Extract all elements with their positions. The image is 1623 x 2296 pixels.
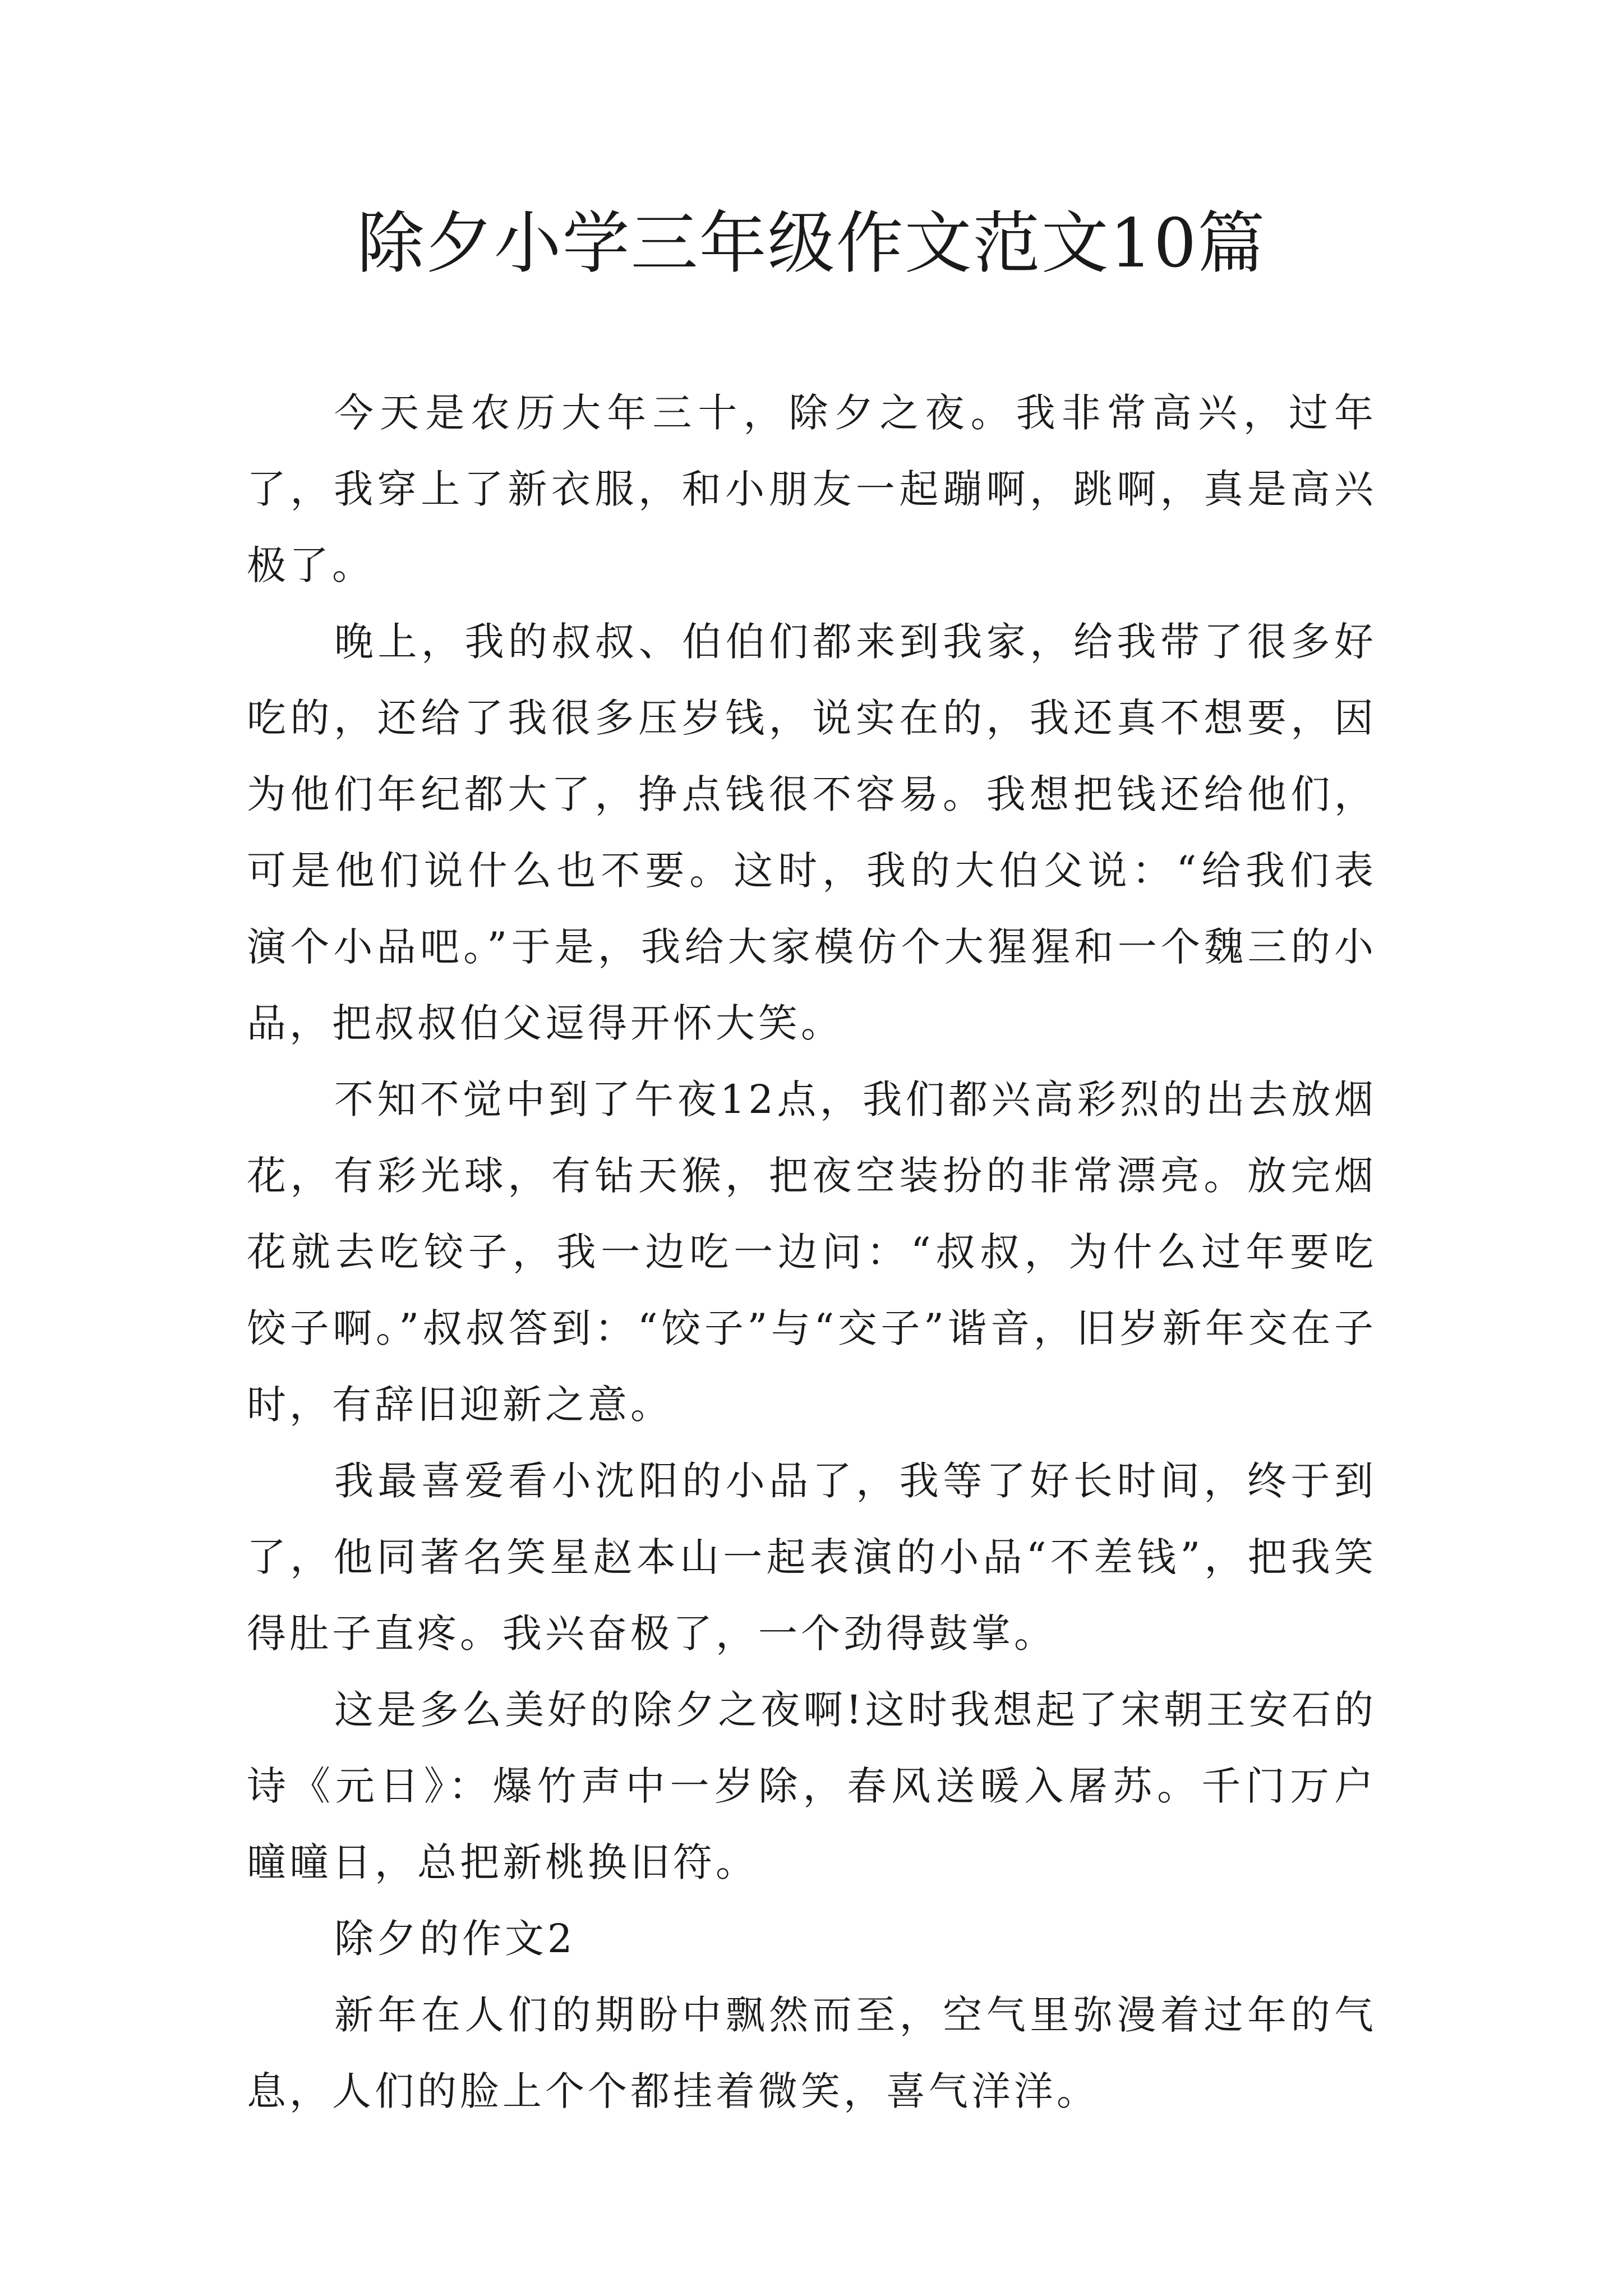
section-heading: 除夕的作文2	[334, 1916, 576, 1962]
essay-body	[247, 375, 1377, 2129]
paragraph: 晚上，我的叔叔、伯伯们都来到我家，给我带了很多好吃的，还给了我很多压岁钱，说实在的，我还真不想要，因为他们年纪都大了，挣点钱很不容易。我想把钱还给他们，可是他们说什么也不要。这时，我的大伯父说：“给我们表演个小品吧。”于是，我给大家模仿个大猩猩和一个魏三的小品，把叔叔伯父逗得开怀大笑。	[247, 619, 1377, 1046]
paragraph: 今天是农历大年三十，除夕之夜。我非常高兴，过年了，我穿上了新衣服，和小朋友一起蹦啊，跳啊，真是高兴极了。	[247, 390, 1377, 588]
page-title: 除夕小学三年级作文范文10篇	[357, 205, 1266, 283]
paragraph: 我最喜爱看小沈阳的小品了，我等了好长时间，终于到了，他同著名笑星赵本山一起表演的小品“不差钱”，把我笑得肚子直疼。我兴奋极了，一个劲得鼓掌。	[247, 1458, 1377, 1657]
paragraph: 不知不觉中到了午夜12点，我们都兴高彩烈的出去放烟花，有彩光球，有钻天猴，把夜空装扮的非常漂亮。放完烟花就去吃铰子，我一边吃一边问：“叔叔，为什么过年要吃饺子啊。”叔叔答到：“饺子”与“交子”谐音，旧岁新年交在子时，有辞旧迎新之意。	[247, 1076, 1377, 1428]
paragraph: 新年在人们的期盼中飘然而至，空气里弥漫着过年的气息，人们的脸上个个都挂着微笑，喜气洋洋。	[247, 1992, 1377, 2114]
paragraph: 这是多么美好的除夕之夜啊!这时我想起了宋朝王安石的诗《元日》：爆竹声中一岁除，春风送暖入屠苏。千门万户曈曈日，总把新桃换旧符。	[247, 1687, 1377, 1885]
